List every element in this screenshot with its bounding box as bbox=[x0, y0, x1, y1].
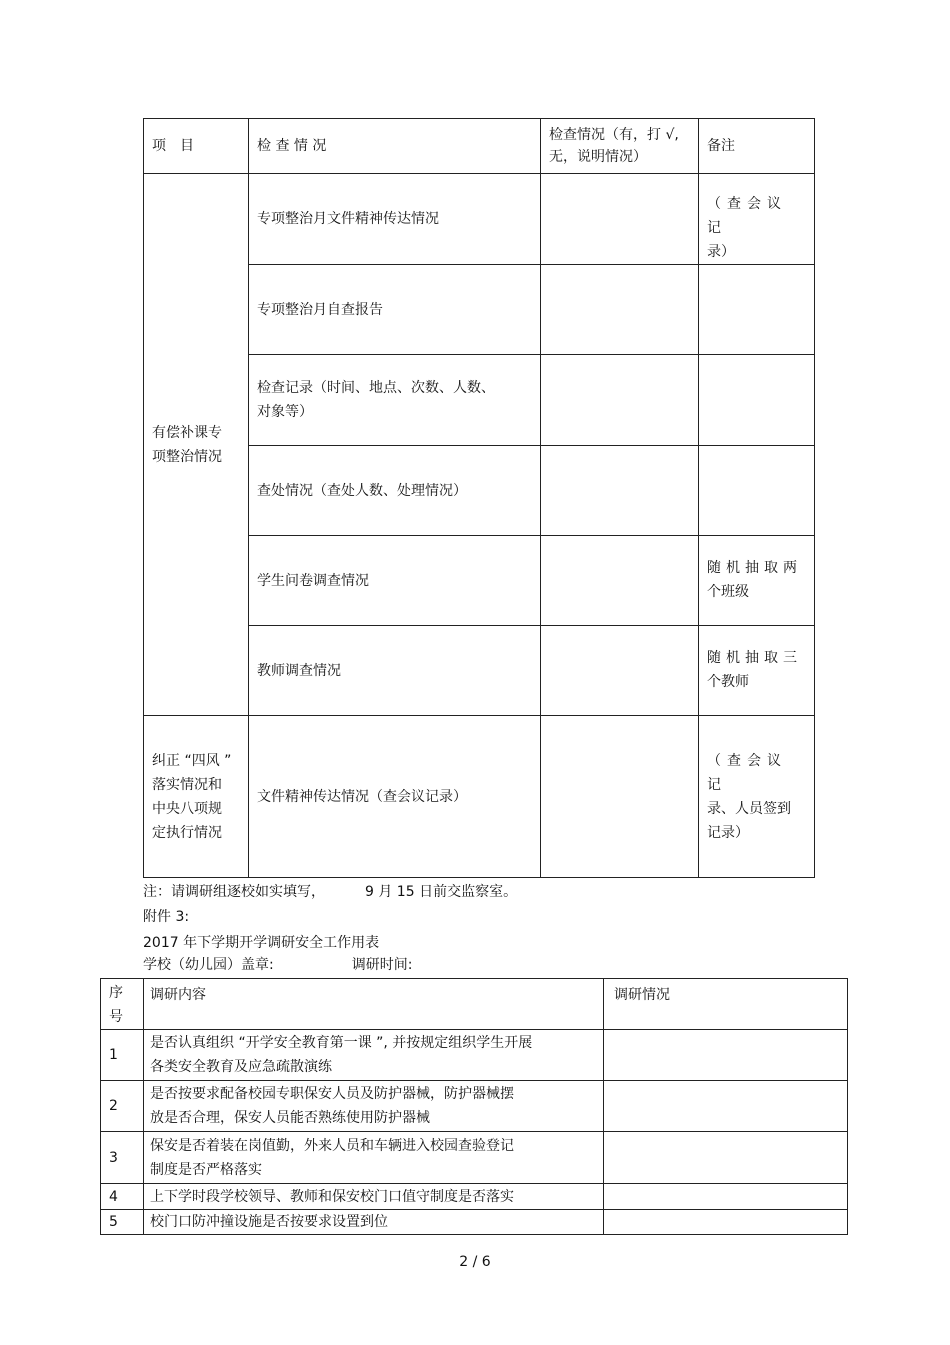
row-content: 上下学时段学校领导、教师和保安校门口值守制度是否落实 bbox=[144, 1184, 604, 1210]
group-label-four-winds: 纠正 “四风 ” 落实情况和 中央八项规 定执行情况 bbox=[144, 716, 249, 878]
row-remark: （查会议记 录） bbox=[699, 174, 815, 265]
group-label-tutoring: 有偿补课专 项整治情况 bbox=[144, 174, 249, 716]
table-row bbox=[101, 1210, 848, 1235]
table-row bbox=[144, 174, 815, 265]
row-remark bbox=[699, 355, 815, 446]
row-number: 5 bbox=[101, 1210, 144, 1235]
header-item: 项 目 bbox=[144, 119, 249, 174]
header-seq: 序 号 bbox=[101, 979, 144, 1030]
row-item: 查处情况（查处人数、处理情况） bbox=[249, 446, 541, 536]
row-item: 文件精神传达情况（查会议记录） bbox=[249, 716, 541, 878]
stamp-line: 学校（幼儿园）盖章: 调研时间: bbox=[143, 957, 413, 973]
row-item: 教师调查情况 bbox=[249, 626, 541, 716]
row-status-cell bbox=[604, 1132, 848, 1184]
row-remark: 随机抽取三 个教师 bbox=[699, 626, 815, 716]
table-header-row bbox=[144, 119, 815, 174]
row-status-cell bbox=[604, 1184, 848, 1210]
header-check: 检 查 情 况 bbox=[249, 119, 541, 174]
row-item: 专项整治月文件精神传达情况 bbox=[249, 174, 541, 265]
table-header-row bbox=[101, 979, 848, 1030]
row-status-cell bbox=[541, 626, 699, 716]
row-item: 检查记录（时间、地点、次数、人数、 对象等） bbox=[249, 355, 541, 446]
row-content: 校门口防冲撞设施是否按要求设置到位 bbox=[144, 1210, 604, 1235]
header-check-status: 检查情况（有，打 √, 无，说明情况） bbox=[541, 119, 699, 174]
row-item: 学生问卷调查情况 bbox=[249, 536, 541, 626]
footnote: 注：请调研组逐校如实填写， 9 月 15 日前交监察室。 bbox=[143, 884, 518, 900]
row-content: 保安是否着装在岗值勤，外来人员和车辆进入校园查验登记 制度是否严格落实 bbox=[144, 1132, 604, 1184]
row-status-cell bbox=[604, 1210, 848, 1235]
row-status-cell bbox=[541, 716, 699, 878]
attachment-label: 附件 3: bbox=[143, 909, 190, 925]
page-number: 2 / 6 bbox=[459, 1254, 491, 1270]
header-status: 调研情况 bbox=[604, 979, 848, 1030]
row-item: 专项整治月自查报告 bbox=[249, 265, 541, 355]
row-remark: 随机抽取两 个班级 bbox=[699, 536, 815, 626]
row-remark bbox=[699, 446, 815, 536]
form-title: 2017 年下学期开学调研安全工作用表 bbox=[143, 935, 380, 951]
safety-survey-table bbox=[100, 978, 848, 1235]
row-status-cell bbox=[541, 446, 699, 536]
row-number: 4 bbox=[101, 1184, 144, 1210]
table-row bbox=[101, 1184, 848, 1210]
row-status-cell bbox=[541, 265, 699, 355]
header-remark: 备注 bbox=[699, 119, 815, 174]
table-row bbox=[101, 1081, 848, 1132]
table-row bbox=[101, 1132, 848, 1184]
row-number: 1 bbox=[101, 1030, 144, 1081]
row-status-cell bbox=[541, 174, 699, 265]
row-content: 是否认真组织 “开学安全教育第一课 ”, 并按规定组织学生开展 各类安全教育及应急疏散演练 bbox=[144, 1030, 604, 1081]
row-status-cell bbox=[604, 1081, 848, 1132]
row-status-cell bbox=[541, 355, 699, 446]
row-status-cell bbox=[604, 1030, 848, 1081]
table-row bbox=[101, 1030, 848, 1081]
row-number: 3 bbox=[101, 1132, 144, 1184]
row-number: 2 bbox=[101, 1081, 144, 1132]
table-row bbox=[144, 716, 815, 878]
inspection-table bbox=[143, 118, 815, 878]
row-remark bbox=[699, 265, 815, 355]
row-status-cell bbox=[541, 536, 699, 626]
header-content: 调研内容 bbox=[144, 979, 604, 1030]
row-content: 是否按要求配备校园专职保安人员及防护器械，防护器械摆 放是否合理，保安人员能否熟练使用防护器械 bbox=[144, 1081, 604, 1132]
row-remark: （查会议记 录、人员签到 记录） bbox=[699, 716, 815, 878]
